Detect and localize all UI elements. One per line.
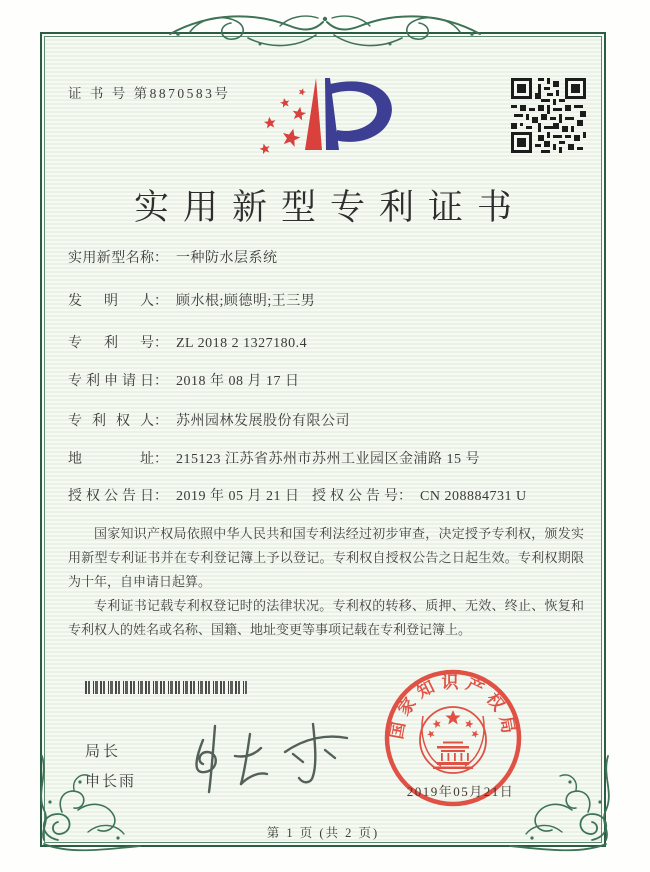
field-row-address: 地址： 215123 江苏省苏州市苏州工业园区金浦路 15 号 bbox=[68, 448, 588, 468]
field-label: 专利申请日 bbox=[68, 374, 154, 389]
field-value: 一种防水层系统 bbox=[176, 251, 278, 266]
national-emblem-icon bbox=[420, 707, 486, 773]
field-label: 发明人 bbox=[68, 294, 154, 309]
field-row-name: 实用新型名称： 一种防水层系统 bbox=[68, 247, 588, 267]
field-value: 苏州园林发展股份有限公司 bbox=[176, 414, 350, 429]
qr-code bbox=[511, 78, 586, 153]
certificate-title: 实用新型专利证书 bbox=[133, 188, 526, 227]
legal-paragraph: 专利证书记载专利权登记时的法律状况。专利权的转移、质押、无效、终止、恢复和专利权人的姓名或名称、国籍、地址变更等事项记载在专利登记簿上。 bbox=[68, 598, 584, 637]
field-row-grant-date: 授权公告日： 2019 年 05 月 21 日 授权公告号： CN 208884731 U bbox=[68, 485, 588, 505]
field-label: 地址 bbox=[68, 452, 154, 467]
page-number-footer: 第 1 页 (共 2 页) bbox=[266, 826, 380, 840]
seal-agency-text: 国家知识产权局 bbox=[386, 672, 520, 741]
legal-text-block bbox=[68, 522, 584, 642]
bottom-left-flourish bbox=[28, 752, 143, 860]
commissioner-name: 申长雨 bbox=[85, 774, 137, 790]
grant-date-under-seal: 2019年05月21日 bbox=[406, 784, 515, 799]
top-flourish-ornament bbox=[130, 4, 520, 62]
commissioner-title: 局长 bbox=[85, 744, 122, 760]
signature-script bbox=[175, 712, 360, 802]
field-row-patentee: 专利权人： 苏州园林发展股份有限公司 bbox=[68, 410, 588, 430]
field-value: ZL 2018 2 1327180.4 bbox=[176, 336, 308, 351]
legal-paragraph: 国家知识产权局依照中华人民共和国专利法经过初步审查，决定授予专利权，颁发实用新型专利证书并在专利登记簿上予以登记。专利权自授权公告之日起生效。专利权期限为十年，自申请日起算。 bbox=[68, 526, 584, 589]
field-label: 实用新型名称 bbox=[68, 251, 154, 266]
field-value: CN 208884731 U bbox=[420, 489, 527, 504]
field-row-patent-no: 专利号： ZL 2018 2 1327180.4 bbox=[68, 332, 588, 352]
barcode bbox=[85, 681, 247, 694]
field-label: 专利权人 bbox=[68, 414, 154, 429]
field-value: 顾水根;顾德明;王三男 bbox=[176, 294, 316, 309]
field-label: 授权公告号 bbox=[312, 489, 398, 504]
field-row-inventors: 发明人： 顾水根;顾德明;王三男 bbox=[68, 290, 588, 310]
field-value: 2018 年 08 月 17 日 bbox=[176, 374, 300, 389]
cnipa-logo-icon bbox=[245, 72, 415, 180]
field-value: 215123 江苏省苏州市苏州工业园区金浦路 15 号 bbox=[176, 452, 480, 467]
certificate-number: 证 书 号 第8870583号 bbox=[68, 86, 231, 101]
field-row-filing-date: 专利申请日： 2018 年 08 月 17 日 bbox=[68, 370, 588, 390]
field-label: 授权公告日 bbox=[68, 489, 154, 504]
field-grant-number: 授权公告号： CN 208884731 U bbox=[312, 485, 527, 505]
field-label: 专利号 bbox=[68, 336, 154, 351]
field-value: 2019 年 05 月 21 日 bbox=[176, 489, 300, 504]
